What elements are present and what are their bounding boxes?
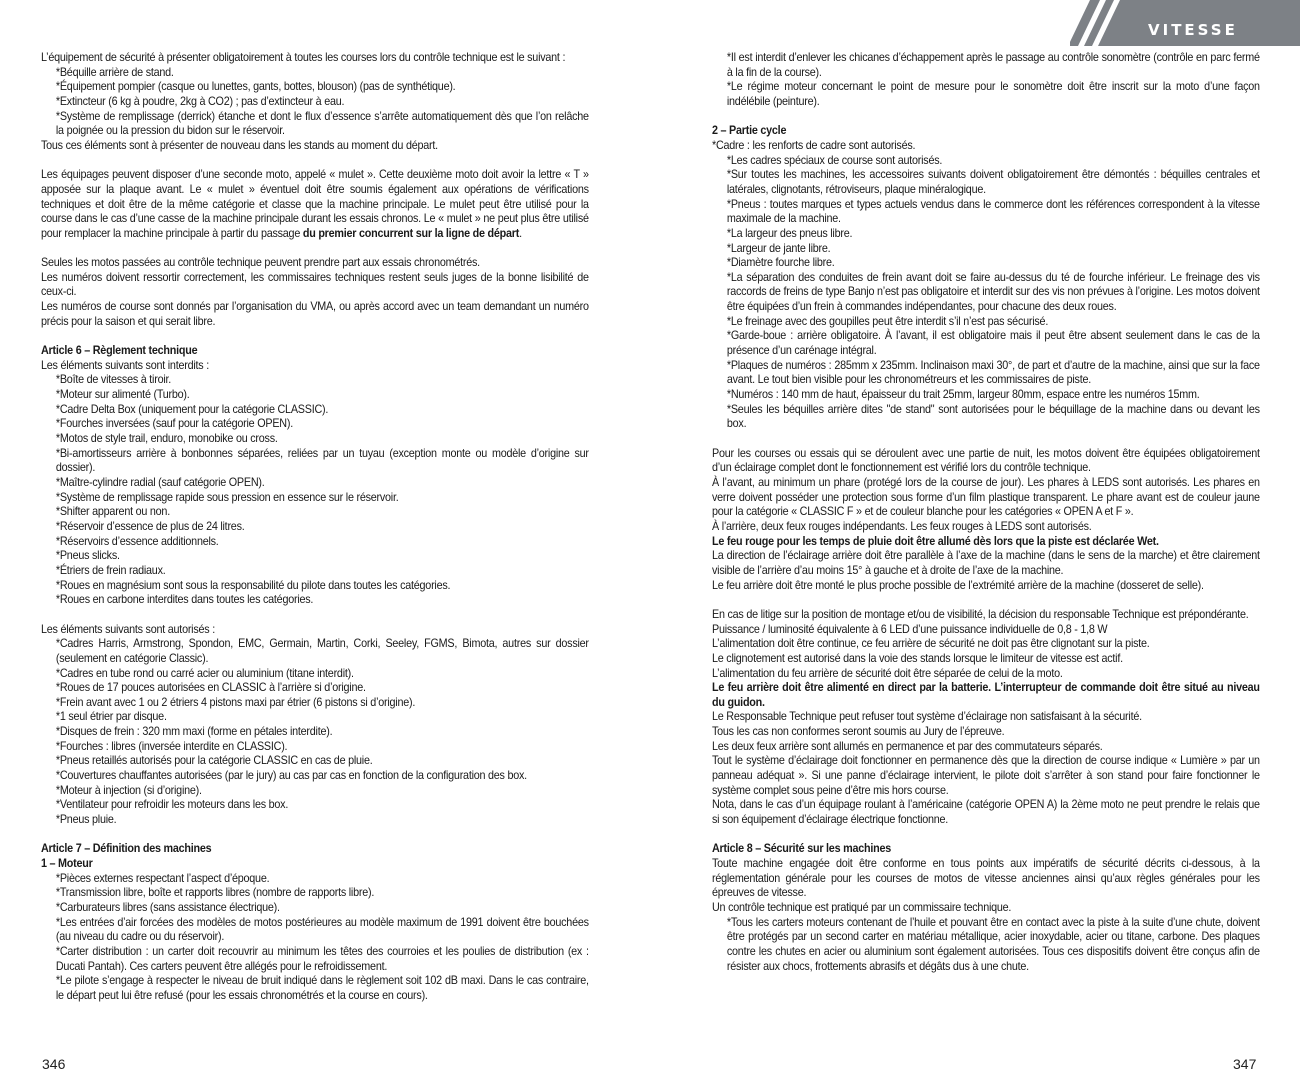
list-item: [712, 256, 1260, 271]
text-run: *Système de remplissage rapide sous pression en essence sur le réservoir.: [55, 490, 399, 504]
text-run: *Cadres en tube rond ou carré acier ou aluminium (titane interdit).: [55, 666, 354, 680]
text-run: Un contrôle technique est pratiqué par un commissaire technique.: [712, 901, 1012, 914]
list-item: [41, 549, 589, 564]
text-run: La direction de l’éclairage arrière doit être parallèle à l’axe de la machine (dans le sens de la marche) et être clairement visible de l’arrière d’au moins 15° à gauche et à droite de l’axe de la machine.: [712, 549, 1260, 577]
text-run: *Pneus : toutes marques et types actuels vendus dans le commerce dont les références correspondent à la vitesse maximale de la machine.: [726, 197, 1260, 226]
text-run: Le feu arrière doit être monté le plus proche possible de l’extrémité arrière de la machine (dosseret de selle).: [712, 578, 1204, 592]
paragraph: [712, 857, 1260, 901]
text-run: Article 8 – Sécurité sur les machines: [712, 842, 891, 856]
list-item: [41, 476, 589, 491]
text-run: À l’avant, au minimum un phare (protégé lors de la course de jour). Les phares à LEDS sont autorisés. Les phares en verre doivent posséder une protection sous forme d’un film plastique transparent. Le phare avant est de couleur jaune pour la catégorie « CLASSIC F » et de couleur blanche pour les catégories « OPEN A et F ».: [712, 476, 1260, 519]
paragraph: [41, 139, 589, 154]
text-run: *Extincteur (6 kg à poudre, 2kg à CO2) ; pas d’extincteur à eau.: [55, 94, 345, 108]
text-run: Puissance / luminosité équivalente à 6 LED d’une puissance individuelle de 0,8 - 1,8 W: [712, 622, 1108, 636]
text-run: *Il est interdit d’enlever les chicanes d’échappement après le passage au contrôle sonomètre (contrôle en parc fermé à la fin de la course).: [726, 51, 1260, 79]
section-heading: [41, 842, 589, 857]
text-run: *Système de remplissage (derrick) étanche et dont le flux d’essence s’arrête automatiquement dès que l’on relâche la poignée ou la pression du bidon sur le réservoir.: [55, 109, 589, 138]
list-item: [41, 667, 589, 682]
text-run: *Frein avant avec 1 ou 2 étriers 4 pistons maxi par étrier (6 pistons si d’origine).: [55, 695, 416, 709]
text-run: *La largeur des pneus libre.: [726, 226, 853, 240]
paragraph-spacer: [41, 329, 589, 344]
text-run: .: [519, 226, 522, 240]
text-run: Nota, dans le cas d’un équipage roulant à l’américaine (catégorie OPEN A) la 2ème moto ne peut prendre le relais que si son équipement d’éclairage électrique fonctionne.: [712, 798, 1260, 827]
text-run: Les équipages peuvent disposer d’une seconde moto, appelé « mulet ». Cette deuxième moto doit avoir la lettre « T » apposée sur la plaque avant. Le « mulet » éventuel doit être soumis également aux opérations de vérifications techniques et doit être de la même catégorie et classe que la machine principale. Le mulet peut être utilisé pour la course dans le cas d’une casse de la machine principale durant les essais chronos. Le « mulet » ne peut plus être utilisé pour remplacer la machine principale à partir du passage: [41, 168, 589, 240]
paragraph-spacer: [41, 828, 589, 843]
text-run: 1 – Moteur: [41, 857, 93, 871]
paragraph: [712, 754, 1260, 798]
text-run: *Shifter apparent ou non.: [55, 505, 170, 519]
list-item: [41, 403, 589, 418]
text-run: *Cadres Harris, Armstrong, Spondon, EMC, Germain, Martin, Corki, Seeley, FGMS, Bimota, autres sur dossier (seulement en catégorie Classic).: [55, 637, 589, 665]
text-run: *Pneus slicks.: [55, 549, 120, 563]
section-heading: [41, 344, 589, 359]
paragraph: [712, 667, 1260, 682]
paragraph: [41, 359, 589, 374]
paragraph: [712, 798, 1260, 827]
paragraph: [712, 447, 1260, 476]
text-run: *Diamètre fourche libre.: [726, 256, 835, 270]
list-item: [41, 388, 589, 403]
list-item: [41, 813, 589, 828]
text-run: *Roues de 17 pouces autorisées en CLASSIC à l’arrière si d’origine.: [55, 681, 366, 695]
list-item: [41, 798, 589, 813]
list-item: [41, 95, 589, 110]
paragraph: [712, 139, 1260, 154]
text-run: L’alimentation doit être continue, ce feu arrière de sécurité ne doit pas être clignotant sur la piste.: [712, 637, 1150, 651]
list-item: [41, 872, 589, 887]
list-item: [712, 227, 1260, 242]
text-run: *Réservoirs d’essence additionnels.: [55, 534, 219, 548]
paragraph: [712, 608, 1260, 623]
text-run: *Tous les carters moteurs contenant de l’huile et pouvant être en contact avec la piste à la suite d’une chute, doivent être protégés par un second carter en matériau métallique, acier inoxydable, acier ou titane, carbone. Des plaques contre les chutes en acier ou aluminium sont également autorisées. Tous ces dispositifs doivent être conçus afin de résister aux chocs, frottements abrasifs et dégâts dus à une chute.: [726, 915, 1260, 973]
text-run: *La séparation des conduites de frein avant doit se faire au-dessus du té de fourche inférieur. Le freinage des vis raccords de freins de type Banjo n’est pas obligatoire et interdit sur des vis non prévues à l’origine. Les motos doivent être équipées d’un frein à commandes indépendantes, pour chacune des deux roues.: [726, 270, 1260, 314]
paragraph: [712, 740, 1260, 755]
text-run: *Disques de frein : 320 mm maxi (forme en pétales interdite).: [55, 725, 333, 739]
list-item: [41, 579, 589, 594]
text-run: *Motos de style trail, enduro, monobike ou cross.: [55, 432, 278, 446]
paragraph: [712, 901, 1260, 916]
paragraph-spacer: [712, 828, 1260, 843]
list-item: [41, 754, 589, 769]
text-run: *Cadre Delta Box (uniquement pour la catégorie CLASSIC).: [55, 402, 329, 416]
text-run: *Cadre : les renforts de cadre sont autorisés.: [712, 138, 916, 152]
text-run: *Réservoir d’essence de plus de 24 litres.: [55, 519, 245, 533]
paragraph-spacer: [41, 154, 589, 169]
paragraph-spacer: [41, 608, 589, 623]
text-run: *Béquille arrière de stand.: [55, 65, 174, 79]
list-item: [712, 916, 1260, 975]
paragraph-spacer: [712, 110, 1260, 125]
text-run: Tous ces éléments sont à présenter de nouveau dans les stands au moment du départ.: [41, 138, 438, 152]
list-item: [41, 520, 589, 535]
text-run: *Le freinage avec des goupilles peut être interdit s’il n’est pas sécurisé.: [726, 314, 1049, 328]
section-heading: [712, 124, 1260, 139]
text-run: Le feu rouge pour les temps de pluie doit être allumé dès lors que la piste est déclarée Wet.: [712, 534, 1159, 548]
text-run: Article 7 – Définition des machines: [41, 842, 212, 856]
list-item: [712, 242, 1260, 257]
list-item: [712, 198, 1260, 227]
text-run: *Maître-cylindre radial (sauf catégorie OPEN).: [55, 475, 265, 489]
text-run: 2 – Partie cycle: [712, 124, 787, 138]
text-run: *Pièces externes respectant l’aspect d’époque.: [55, 871, 270, 885]
text-run: *Moteur sur alimenté (Turbo).: [55, 388, 190, 402]
list-item: [41, 725, 589, 740]
list-item: [41, 710, 589, 725]
text-run: Toute machine engagée doit être conforme en tous points aux impératifs de sécurité décrits ci-dessous, à la réglementation générale pour les courses de motos de vitesse anciennes ainsi qu’aux règles générales pour les épreuves de vitesse.: [712, 857, 1260, 900]
left-page-column: [41, 51, 589, 1004]
text-run: *Le régime moteur concernant le point de mesure pour le sonomètre doit être inscrit sur la moto d’une façon indélébile (peinture).: [726, 80, 1260, 108]
text-run: À l’arrière, deux feux rouges indépendants. Les feux rouges à LEDS sont autorisés.: [712, 519, 1092, 533]
text-run: *Boîte de vitesses à tiroir.: [55, 373, 172, 387]
list-item: [712, 154, 1260, 169]
paragraph: [712, 549, 1260, 578]
list-item: [712, 359, 1260, 388]
paragraph: [41, 271, 589, 300]
text-run: Article 6 – Règlement technique: [41, 344, 198, 358]
text-run: L’alimentation du feu arrière de sécurité doit être séparée de celui de la moto.: [712, 666, 1063, 680]
text-run: *Carter distribution : un carter doit recouvrir au minimum les têtes des courroies et les poulies de distribution (ex : Ducati Pantah). Ces carters peuvent être allégés pour le refroidissement.: [55, 944, 589, 973]
list-item: [712, 80, 1260, 109]
list-item: [41, 916, 589, 945]
paragraph: [41, 623, 589, 638]
paragraph: [712, 476, 1260, 520]
list-item: [712, 168, 1260, 197]
paragraph: [41, 256, 589, 271]
text-run: L’équipement de sécurité à présenter obligatoirement à toutes les courses lors du contrôle technique est le suivant :: [41, 51, 566, 64]
list-item: [41, 535, 589, 550]
text-run: *Plaques de numéros : 285mm x 235mm. Inclinaison maxi 30°, de part et d’autre de la machine, ainsi que sur la face avant. Le tout bien visible pour les chronométreurs et les commissaires de piste.: [726, 358, 1260, 387]
list-item: [41, 945, 589, 974]
bold-text-run: du premier concurrent sur la ligne de départ: [302, 226, 520, 240]
paragraph-spacer: [712, 593, 1260, 608]
text-run: *Carburateurs libres (sans assistance électrique).: [55, 900, 280, 914]
paragraph: [41, 168, 589, 241]
text-run: Les deux feux arrière sont allumés en permanence et par des commutateurs séparés.: [712, 739, 1103, 753]
text-run: Tout le système d’éclairage doit fonctionner en permanence dès que la direction de course indique « Lumière » par un panneau adéquat ». Si une panne d’éclairage intervient, le pilote doit s’arrêter à son stand pour faire fonctionner le système complet sous peine d’être mis hors course.: [712, 754, 1260, 797]
list-item: [41, 974, 589, 1003]
list-item: [41, 886, 589, 901]
text-run: *Transmission libre, boîte et rapports libres (nombre de rapports libre).: [55, 886, 375, 900]
text-run: *Bi-amortisseurs arrière à bonbonnes séparées, reliées par un tuyau (exception monte ou modèle d’origine sur dossier).: [55, 446, 589, 475]
text-run: Pour les courses ou essais qui se déroulent avec une partie de nuit, les motos doivent être équipées obligatoirement d’un éclairage complet dont le fonctionnement est vérifié lors du contrôle technique.: [712, 446, 1260, 475]
paragraph-spacer: [712, 432, 1260, 447]
list-item: [41, 373, 589, 388]
paragraph-spacer: [41, 242, 589, 257]
section-title: VITESSE: [1148, 21, 1238, 39]
text-run: *Roues en magnésium sont sous la responsabilité du pilote dans toutes les catégories.: [55, 578, 451, 592]
paragraph: [712, 579, 1260, 594]
text-run: *1 seul étrier par disque.: [55, 710, 167, 724]
list-item: [712, 403, 1260, 432]
list-item: [41, 66, 589, 81]
text-run: *Étriers de frein radiaux.: [55, 563, 166, 577]
text-run: *Seules les béquilles arrière dites "de stand" sont autorisées pour le béquillage de la machine dans ou devant les box.: [726, 402, 1260, 431]
list-item: [41, 432, 589, 447]
list-item: [41, 491, 589, 506]
text-run: *Numéros : 140 mm de haut, épaisseur du trait 25mm, largeur 80mm, espace entre les numéros 15mm.: [726, 388, 1200, 402]
section-heading: [712, 681, 1260, 710]
paragraph: [41, 51, 589, 66]
page-number-left: 346: [42, 1056, 66, 1072]
right-page-column: [712, 51, 1260, 974]
text-run: *Couvertures chauffantes autorisées (par le jury) au cas par cas en fonction de la configuration des box.: [55, 769, 527, 783]
text-run: *Pneus retaillés autorisés pour la catégorie CLASSIC en cas de pluie.: [55, 754, 373, 768]
text-run: *Roues en carbone interdites dans toutes les catégories.: [55, 593, 314, 607]
text-run: Le clignotement est autorisé dans la voie des stands lorsque le limiteur de vitesse est actif.: [712, 651, 1123, 665]
list-item: [712, 388, 1260, 403]
paragraph: [712, 652, 1260, 667]
list-item: [712, 315, 1260, 330]
list-item: [712, 271, 1260, 315]
text-run: *Pneus pluie.: [55, 813, 117, 827]
list-item: [41, 696, 589, 711]
text-run: Le feu arrière doit être alimenté en direct par la batterie. L’interrupteur de commande doit être situé au niveau du guidon.: [712, 681, 1260, 709]
paragraph: [712, 623, 1260, 638]
text-run: Le Responsable Technique peut refuser tout système d’éclairage non satisfaisant à la sécurité.: [712, 710, 1142, 724]
list-item: [41, 901, 589, 916]
text-run: *Moteur à injection (si d’origine).: [55, 783, 202, 797]
text-run: *Fourches inversées (sauf pour la catégorie OPEN).: [55, 417, 293, 431]
text-run: Tous les cas non conformes seront soumis au Jury de l’épreuve.: [712, 725, 1005, 739]
text-run: Les numéros de course sont donnés par l’organisation du VMA, ou après accord avec un team demandant un numéro précis pour la saison et qui serait libre.: [41, 300, 589, 328]
text-run: Les éléments suivants sont autorisés :: [41, 622, 215, 636]
list-item: [41, 417, 589, 432]
section-heading: [712, 535, 1260, 550]
paragraph: [712, 520, 1260, 535]
list-item: [41, 740, 589, 755]
text-run: *Les cadres spéciaux de course sont autorisés.: [726, 153, 943, 167]
text-run: En cas de litige sur la position de montage et/ou de visibilité, la décision du responsable Technique est prépondérante.: [712, 607, 1249, 621]
list-item: [41, 110, 589, 139]
paragraph: [712, 725, 1260, 740]
text-run: *Sur toutes les machines, les accessoires suivants doivent obligatoirement être démontés : béquilles centrales et latérales, clignotants, rétroviseurs, plaque minéralogique.: [726, 168, 1260, 196]
text-run: *Garde-boue : arrière obligatoire. À l’avant, il est obligatoire mais il peut être absent seulement dans le cas de la présence d’un carénage intégral.: [726, 329, 1260, 358]
list-item: [41, 637, 589, 666]
text-run: *Les entrées d’air forcées des modèles de motos postérieures au modèle maximum de 1991 doivent être bouchées (au niveau du cadre ou du réservoir).: [55, 915, 589, 944]
list-item: [41, 80, 589, 95]
list-item: [41, 784, 589, 799]
page-number-right: 347: [1233, 1056, 1257, 1072]
paragraph: [712, 710, 1260, 725]
section-heading: [41, 857, 589, 872]
text-run: Seules les motos passées au contrôle technique peuvent prendre part aux essais chronométrés.: [41, 256, 480, 270]
list-item: [41, 564, 589, 579]
list-item: [41, 681, 589, 696]
list-item: [41, 447, 589, 476]
section-heading: [712, 842, 1260, 857]
text-run: *Ventilateur pour refroidir les moteurs dans les box.: [55, 798, 289, 812]
text-run: *Le pilote s’engage à respecter le niveau de bruit indiqué dans le règlement soit 102 dB maxi. Dans le cas contraire, le départ peut lui être refusé (pour les essais chronométrés et la course en cours).: [55, 974, 589, 1002]
text-run: Les éléments suivants sont interdits :: [41, 358, 209, 372]
text-run: *Équipement pompier (casque ou lunettes, gants, bottes, blouson) (pas de synthétique).: [55, 80, 456, 94]
list-item: [41, 769, 589, 784]
list-item: [41, 593, 589, 608]
text-run: *Largeur de jante libre.: [726, 241, 831, 255]
list-item: [712, 329, 1260, 358]
list-item: [712, 51, 1260, 80]
text-run: Les numéros doivent ressortir correctement, les commissaires techniques restent seuls juges de la bonne lisibilité de ceux-ci.: [41, 270, 589, 299]
paragraph: [41, 300, 589, 329]
list-item: [41, 505, 589, 520]
text-run: *Fourches : libres (inversée interdite en CLASSIC).: [55, 739, 288, 753]
paragraph: [712, 637, 1260, 652]
